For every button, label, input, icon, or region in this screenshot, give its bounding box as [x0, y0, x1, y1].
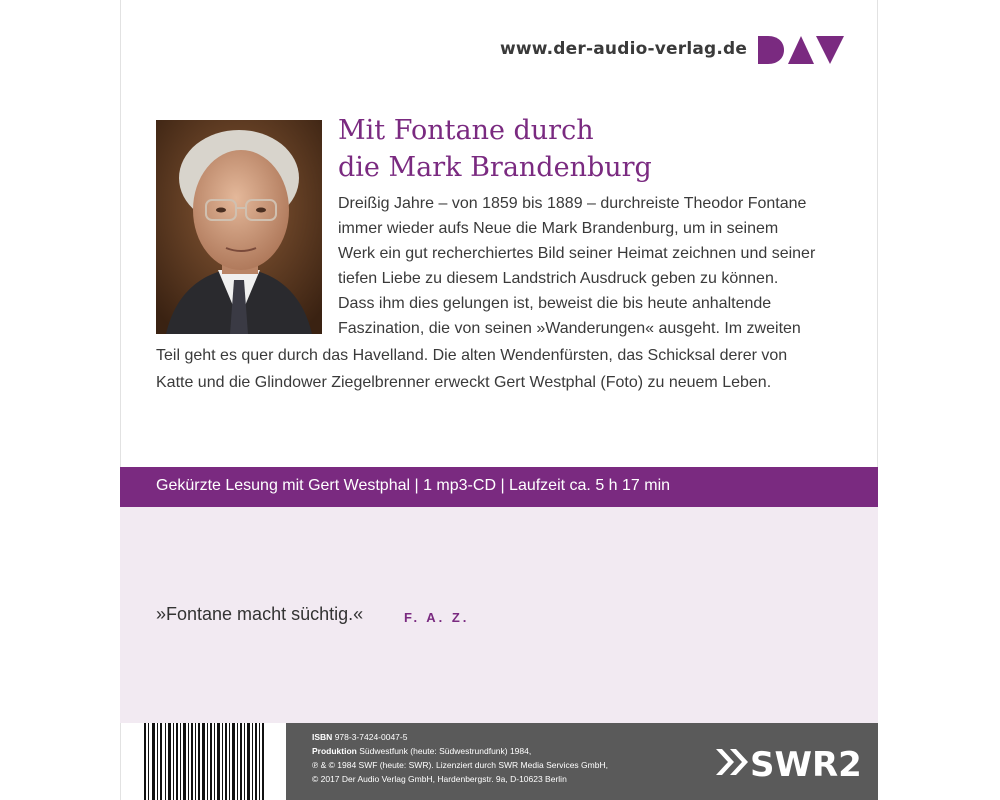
swr2-logo-icon — [714, 743, 862, 785]
publisher-url[interactable]: www.der-audio-verlag.de — [500, 39, 748, 59]
review-quote: »Fontane macht süchtig.« — [156, 604, 364, 624]
info-bar — [120, 467, 878, 507]
description-line: Dass ihm dies gelungen ist, beweist die bis heute anhaltende — [338, 295, 772, 312]
description-line: immer wieder aufs Neue die Mark Brandenburg, um in seinem — [338, 220, 779, 237]
book-title-line-1: Mit Fontane durch — [338, 115, 594, 146]
copyright-line: ℗ & © 1984 SWF (heute: SWR). Lizenziert durch SWR Media Services GmbH, — [312, 760, 608, 770]
swr2-logo-text: SWR2 — [750, 745, 862, 785]
dav-logo-icon — [758, 36, 844, 64]
info-bar-text: Gekürzte Lesung mit Gert Westphal | 1 mp3-CD | Laufzeit ca. 5 h 17 min — [156, 477, 671, 494]
produktion-label: Produktion — [312, 746, 357, 756]
description-line: Teil geht es quer durch das Havelland. Die alten Wendenfürsten, das Schicksal derer von — [156, 347, 788, 364]
description-line: Katte und die Glindower Ziegelbrenner erweckt Gert Westphal (Foto) zu neuem Leben. — [156, 374, 772, 391]
footer — [286, 723, 878, 800]
isbn-line — [312, 732, 407, 743]
produktion-line — [312, 746, 531, 757]
publisher-header — [500, 36, 860, 66]
quote-source: F. A. Z. — [404, 610, 470, 625]
description-line: Werk ein gut recherchiertes Bild seiner Heimat zeichnen und seiner — [338, 245, 816, 262]
isbn-value: 978-3-7424-0047-5 — [334, 732, 408, 742]
description-line: Faszination, die von seinen »Wanderungen« ausgeht. Im zweiten — [338, 320, 801, 337]
description-line: tiefen Liebe zu diesem Landstrich Ausdruck geben zu können. — [338, 270, 779, 287]
book-title-line-2: die Mark Brandenburg — [338, 152, 652, 183]
produktion-value: Südwestfunk (heute: Südwestrundfunk) 1984, — [359, 746, 532, 756]
publisher-address-line: © 2017 Der Audio Verlag GmbH, Hardenbergstr. 9a, D-10623 Berlin — [312, 774, 567, 784]
portrait-photo — [156, 120, 322, 334]
book-title — [338, 112, 858, 186]
description-line: Dreißig Jahre – von 1859 bis 1889 – durchreiste Theodor Fontane — [338, 195, 807, 212]
barcode-icon — [140, 723, 270, 800]
isbn-label: ISBN — [312, 732, 333, 742]
